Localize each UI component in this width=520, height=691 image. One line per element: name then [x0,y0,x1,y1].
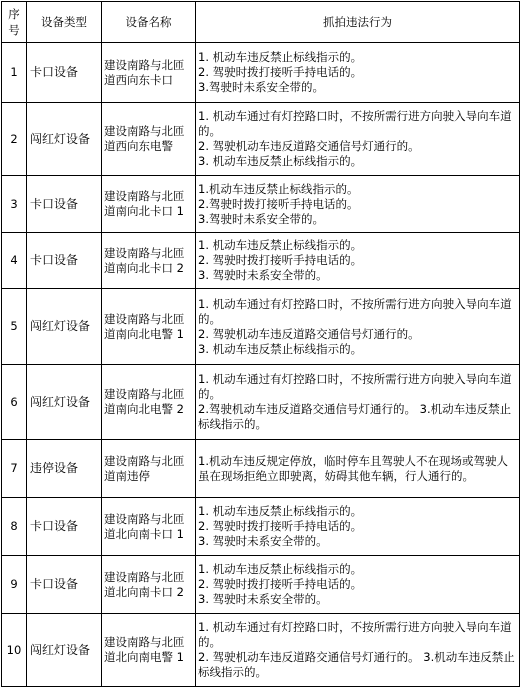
header-device-type: 设备类型 [27,2,102,43]
violation-item: 3. 机动车违反禁止标线指示的。 [198,154,363,168]
row-serial: 6 [2,365,27,440]
device-violation-table [1,1,520,687]
violation-item: 3. 驾驶时未系安全带的。 [198,534,328,548]
table-row [2,498,520,556]
table-row [2,103,520,176]
header-serial: 序号 [2,2,27,43]
row-device-type: 闯红灯设备 [27,289,102,365]
row-device-type: 闯红灯设备 [27,614,102,687]
violation-item: 1. 机动车违反禁止标线指示的。 [198,562,363,576]
row-device-name: 建设南路与北匝道北向南卡口 2 [102,556,196,614]
row-serial: 7 [2,440,27,498]
row-violations [196,176,520,233]
violation-item: 1. 机动车通过有灯控路口时，不按所需行进方向驶入导向车道的。 [198,296,512,326]
row-device-type: 卡口设备 [27,556,102,614]
row-device-name: 建设南路与北匝道北向南卡口 1 [102,498,196,556]
row-serial: 8 [2,498,27,556]
row-device-type: 卡口设备 [27,498,102,556]
table-row [2,556,520,614]
row-violations [196,614,520,687]
row-violations [196,43,520,103]
row-serial: 9 [2,556,27,614]
table-row [2,176,520,233]
violation-item: 1.机动车违反规定停放，临时停车且驾驶人不在现场或驾驶人虽在现场拒绝立即驶离，妨碍其他车辆，行人通行的。 [198,453,508,483]
violation-item: 1. 机动车违反禁止标线指示的。 [198,238,363,252]
table-row [2,289,520,365]
violation-item: 2.驾驶机动车违反道路交通信号灯通行的。 3.机动车违反禁止标线指示的。 [198,402,512,431]
row-violations [196,556,520,614]
violation-item: 2. 驾驶机动车违反道路交通信号灯通行的。 3.机动车违反禁止标线指示的。 [198,650,515,679]
violation-item: 3. 驾驶时未系安全带的。 [198,592,328,606]
row-serial: 5 [2,289,27,365]
violation-item: 1. 机动车通过有灯控路口时，不按所需行进方向驶入导向车道的。 [198,109,512,138]
row-violations [196,440,520,498]
violation-item: 1. 机动车违反禁止标线指示的。 [198,504,363,518]
header-device-name: 设备名称 [102,2,196,43]
row-device-name: 建设南路与北匝道南向北卡口 2 [102,233,196,289]
violation-item: 3. 机动车违反禁止标线指示的。 [198,341,363,356]
row-device-name: 建设南路与北匝道南向北电警 2 [102,365,196,440]
row-serial: 3 [2,176,27,233]
row-serial: 4 [2,233,27,289]
violation-item: 1. 机动车通过有灯控路口时，不按所需行进方向驶入导向车道的。 [198,372,512,401]
row-device-type: 卡口设备 [27,233,102,289]
row-violations [196,103,520,176]
violation-item: 1. 机动车违反禁止标线指示的。 [198,50,363,64]
violation-item: 2. 驾驶时拨打接听手持电话的。 [198,577,363,591]
violation-item: 2.驾驶时拨打接听手持电话的。 [198,196,359,211]
row-violations [196,289,520,365]
row-device-name: 建设南路与北匝道南向北电警 1 [102,289,196,365]
violation-item: 2. 驾驶时拨打接听手持电话的。 [198,519,363,533]
row-violations [196,233,520,289]
row-serial: 2 [2,103,27,176]
table-row [2,43,520,103]
row-device-type: 卡口设备 [27,43,102,103]
row-device-name: 建设南路与北匝道南违停 [102,440,196,498]
row-device-type: 违停设备 [27,440,102,498]
row-device-type: 闯红灯设备 [27,365,102,440]
row-serial: 1 [2,43,27,103]
row-device-name: 建设南路与北匝道西向东电警 [102,103,196,176]
row-device-name: 建设南路与北匝道南向北卡口 1 [102,176,196,233]
table-header-row [2,2,520,43]
violation-item: 3.驾驶时未系安全带的。 [198,80,324,94]
row-serial: 10 [2,614,27,687]
violation-item: 2. 驾驶时拨打接听手持电话的。 [198,65,363,79]
violation-item: 2. 驾驶机动车违反道路交通信号灯通行的。 [198,139,420,153]
violation-item: 2. 驾驶时拨打接听手持电话的。 [198,253,363,267]
table-row [2,365,520,440]
violation-item: 1.机动车违反禁止标线指示的。 [198,181,359,196]
row-device-name: 建设南路与北匝道西向东卡口 [102,43,196,103]
row-violations [196,365,520,440]
table-row [2,440,520,498]
table-row [2,233,520,289]
row-violations [196,498,520,556]
row-device-type: 卡口设备 [27,176,102,233]
violation-item: 3.驾驶时未系安全带的。 [198,211,324,226]
violation-item: 1. 机动车通过有灯控路口时，不按所需行进方向驶入导向车道的。 [198,620,512,649]
violation-item: 3. 驾驶时未系安全带的。 [198,268,328,282]
violation-item: 2. 驾驶机动车违反道路交通信号灯通行的。 [198,326,420,341]
row-device-name: 建设南路与北匝道北向南电警 1 [102,614,196,687]
table-row [2,614,520,687]
header-violations: 抓拍违法行为 [196,2,520,43]
row-device-type: 闯红灯设备 [27,103,102,176]
